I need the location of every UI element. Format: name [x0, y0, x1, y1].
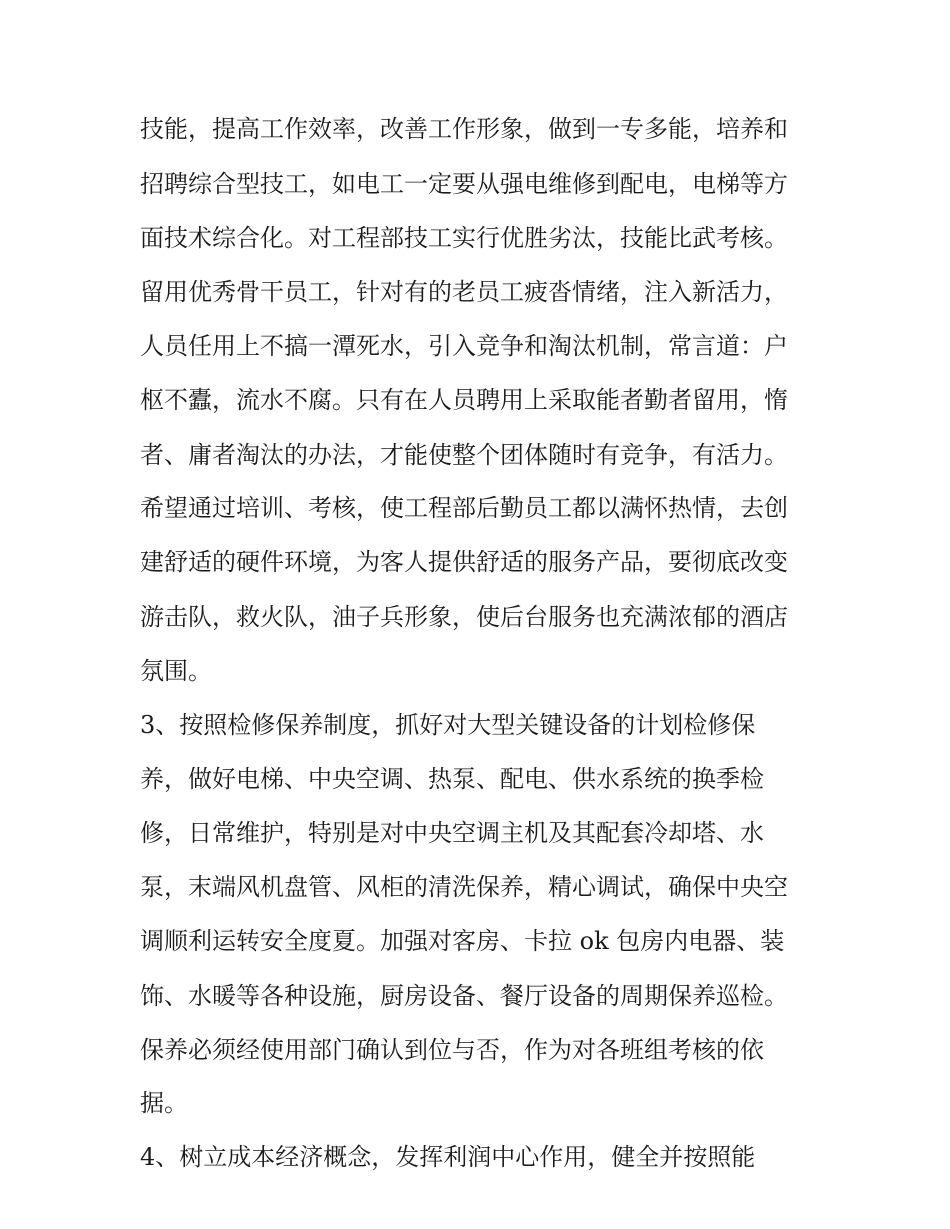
text-line: 养，做好电梯、中央空调、热泵、配电、供水系统的换季检	[140, 765, 764, 793]
text-line: 面技术综合化。对工程部技工实行优胜劣汰，技能比武考核。	[140, 224, 788, 252]
text-line: 招聘综合型技工，如电工一定要从强电维修到配电，电梯等方	[140, 170, 788, 198]
text-line: 希望通过培训、考核，使工程部后勤员工都以满怀热情，去创	[140, 494, 788, 522]
text-line: 技能，提高工作效率，改善工作形象，做到一专多能，培养和	[140, 115, 788, 143]
text-line: 建舒适的硬件环境，为客人提供舒适的服务产品，要彻底改变	[140, 548, 788, 576]
text-line: 3、按照检修保养制度，抓好对大型关键设备的计划检修保	[140, 711, 756, 739]
text-line: 枢不蠹，流水不腐。只有在人员聘用上采取能者勤者留用，惰	[140, 386, 788, 414]
text-line: 4、树立成本经济概念，发挥利润中心作用，健全并按照能	[140, 1143, 756, 1171]
text-line: 留用优秀骨干员工，针对有的老员工疲沓情绪，注入新活力，	[140, 278, 788, 306]
text-line: 人员任用上不搞一潭死水，引入竞争和淘汰机制，常言道：户	[140, 332, 788, 360]
text-line: 据。	[140, 1089, 188, 1117]
text-line: 泵，末端风机盘管、风柜的清洗保养，精心调试，确保中央空	[140, 873, 788, 901]
text-line: 饰、水暖等各种设施，厨房设备、餐厅设备的周期保养巡检。	[140, 982, 788, 1010]
text-line: 氛围。	[140, 657, 212, 685]
text-line: 修，日常维护，特别是对中央空调主机及其配套冷却塔、水	[140, 819, 764, 847]
text-line: 游击队，救火队，油子兵形象，使后台服务也充满浓郁的酒店	[140, 603, 788, 631]
text-line: 者、庸者淘汰的办法，才能使整个团体随时有竞争，有活力。	[140, 441, 788, 469]
text-line: 保养必须经使用部门确认到位与否，作为对各班组考核的依	[140, 1036, 764, 1064]
text-line: 调顺利运转安全度夏。加强对客房、卡拉 ok 包房内电器、装	[140, 927, 785, 955]
